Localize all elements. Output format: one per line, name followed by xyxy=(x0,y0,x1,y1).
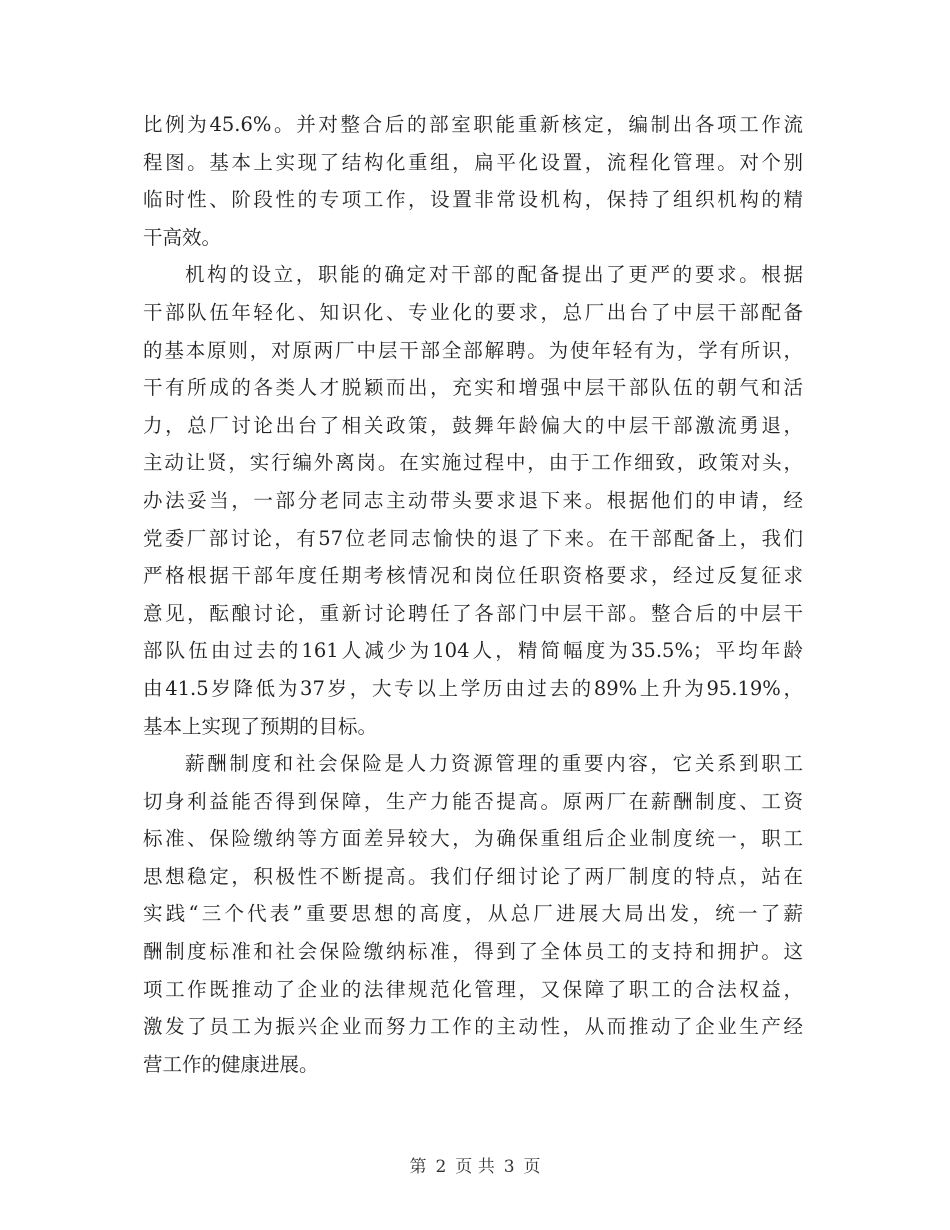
text-line: 力，总厂讨论出台了相关政策，鼓舞年龄偏大的中层干部激流勇退， xyxy=(143,413,803,437)
body-text xyxy=(143,106,803,1083)
text-line: 办法妥当，一部分老同志主动带头要求退下来。根据他们的申请，经 xyxy=(143,488,803,512)
text-line: 党委厂部讨论，有57位老同志愉快的退了下来。在干部配备上，我们 xyxy=(143,526,803,550)
text-line: 意见，酝酿讨论，重新讨论聘任了各部门中层干部。整合后的中层干 xyxy=(143,601,803,625)
text-line: 严格根据干部年度任期考核情况和岗位任职资格要求，经过反复征求 xyxy=(143,564,803,588)
text-line: 实践“三个代表”重要思想的高度，从总厂进展大局出发，统一了薪 xyxy=(143,902,803,926)
footer-suffix: 页 xyxy=(523,1157,541,1177)
text-line: 标准、保险缴纳等方面差异较大，为确保重组后企业制度统一，职工 xyxy=(143,827,803,851)
footer-page-number: 2 xyxy=(435,1157,447,1177)
paragraph xyxy=(143,745,803,1083)
footer-middle: 页 共 xyxy=(455,1157,495,1177)
text-line: 机构的设立，职能的确定对干部的配备提出了更严的要求。根据 xyxy=(185,263,803,287)
text-line: 干高效。 xyxy=(143,225,222,249)
text-line: 薪酬制度和社会保险是人力资源管理的重要内容，它关系到职工 xyxy=(185,752,803,776)
text-line: 项工作既推动了企业的法律规范化管理，又保障了职工的合法权益， xyxy=(143,977,803,1001)
paragraph xyxy=(143,256,803,745)
text-line: 的基本原则，对原两厂中层干部全部解聘。为使年轻有为，学有所识， xyxy=(143,338,803,362)
text-line: 比例为45.6%。并对整合后的部室职能重新核定，编制出各项工作流 xyxy=(143,113,803,136)
text-line: 激发了员工为振兴企业而努力工作的主动性，从而推动了企业生产经 xyxy=(143,1015,803,1039)
text-line: 主动让贤，实行编外离岗。在实施过程中，由于工作细致，政策对头， xyxy=(143,451,803,475)
text-line: 由41.5岁降低为37岁，大专以上学历由过去的89%上升为95.19%， xyxy=(143,676,803,700)
text-line: 干有所成的各类人才脱颖而出，充实和增强中层干部队伍的朝气和活 xyxy=(143,376,803,400)
text-line: 酬制度标准和社会保险缴纳标准，得到了全体员工的支持和拥护。这 xyxy=(143,940,803,964)
text-line: 程图。基本上实现了结构化重组，扁平化设置，流程化管理。对个别 xyxy=(143,150,803,174)
text-line: 部队伍由过去的161人减少为104人，精简幅度为35.5%；平均年龄 xyxy=(143,639,803,663)
text-line: 干部队伍年轻化、知识化、专业化的要求，总厂出台了中层干部配备 xyxy=(143,300,803,324)
page-footer xyxy=(0,1152,950,1177)
paragraph xyxy=(143,106,803,256)
text-line: 基本上实现了预期的目标。 xyxy=(143,714,378,738)
text-line: 营工作的健康进展。 xyxy=(143,1052,319,1076)
footer-prefix: 第 xyxy=(409,1157,427,1177)
text-line: 思想稳定，积极性不断提高。我们仔细讨论了两厂制度的特点，站在 xyxy=(143,864,803,888)
footer-total-pages: 3 xyxy=(503,1157,515,1177)
text-line: 临时性、阶段性的专项工作，设置非常设机构，保持了组织机构的精 xyxy=(143,188,803,212)
text-line: 切身利益能否得到保障，生产力能否提高。原两厂在薪酬制度、工资 xyxy=(143,789,803,813)
